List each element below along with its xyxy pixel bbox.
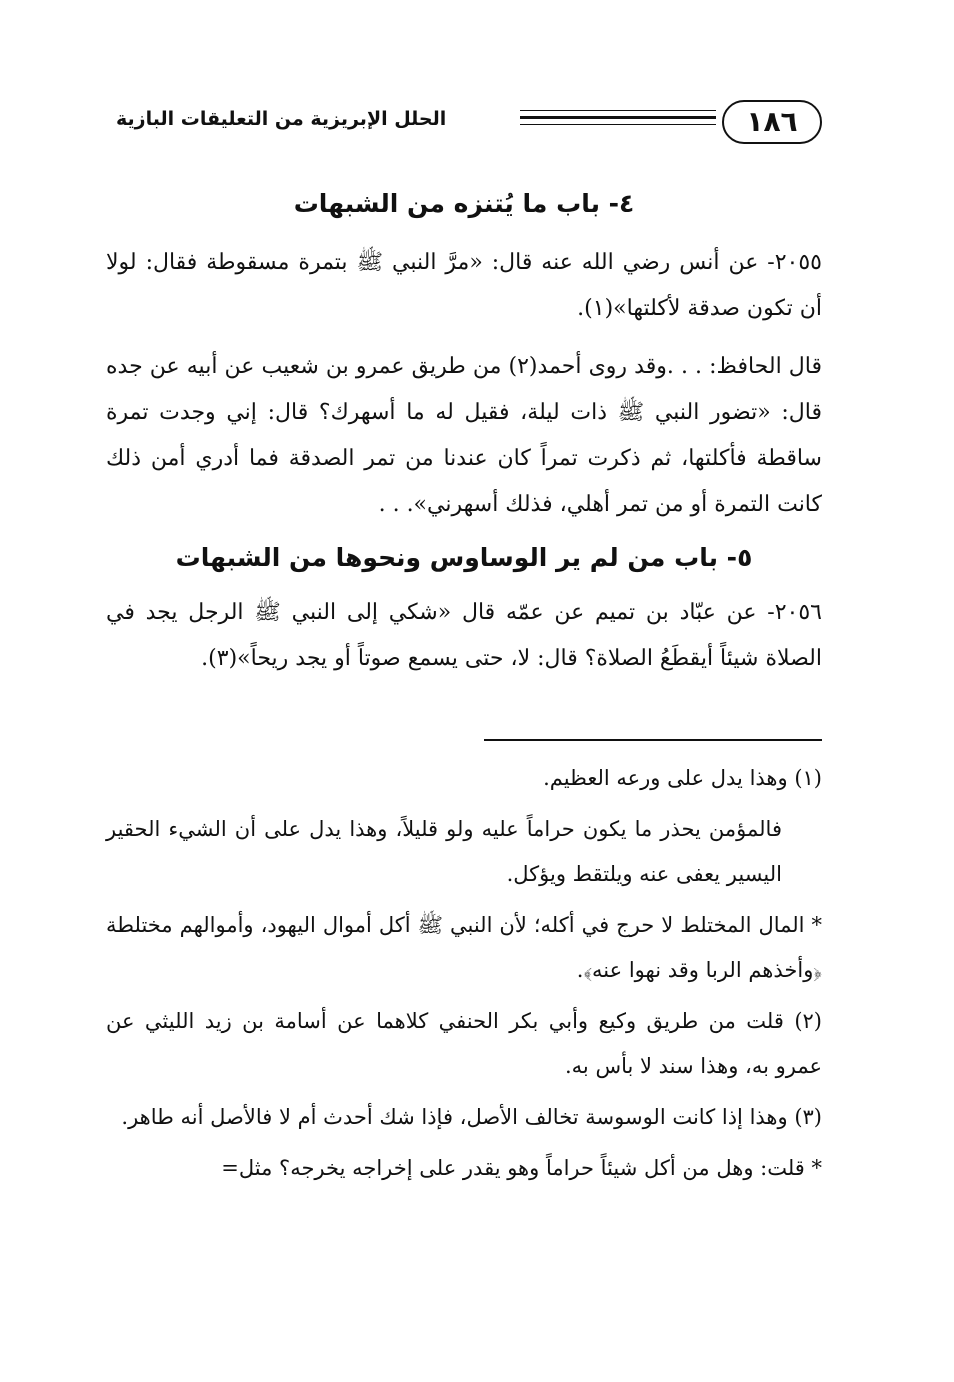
footnote-3: (٣) وهذا إذا كانت الوسوسة تخالف الأصل، فإذا شك أحدث أم لا فالأصل أنه طاهر. bbox=[121, 1105, 822, 1129]
hadith-2055: ٢٠٥٥- عن أنس رضي الله عنه قال: «مرَّ النبي ﷺ بتمرة مسقوطة فقال: لولا أن تكون صدقة لأكلتها»(١). bbox=[106, 250, 822, 321]
footnote-2: (٢) قلت من طريق وكيع وأبي بكر الحنفي كلاهما عن أسامة بن زيد الليثي عن عمرو به، وهذا سند لا بأس به. bbox=[106, 1009, 822, 1078]
book-title: الحلل الإبريزية من التعليقات البازية bbox=[116, 108, 447, 130]
header-rule bbox=[520, 116, 716, 119]
hadith-2056: ٢٠٥٦- عن عبّاد بن تميم عن عمّه قال «شكي إلى النبي ﷺ الرجل يجد في الصلاة شيئاً أيقطَعُ الصلاة؟ قال: لا، حتى يسمع صوتاً أو يجد ريحاً»(٣). bbox=[106, 600, 822, 671]
page-number: ١٨٦ bbox=[722, 100, 822, 144]
footnote-1-note: * المال المختلط لا حرج في أكله؛ لأن النبي ﷺ أكل أموال اليهود، وأموالهم مختلطة ﴿وأخذهم الربا وقد نهوا عنه﴾. bbox=[106, 913, 822, 982]
chapter-5-title: ٥- باب من لم ير الوساوس ونحوها من الشبهات bbox=[175, 543, 753, 572]
footnote-1-continuation: فالمؤمن يحذر ما يكون حراماً عليه ولو قليلاً، وهذا يدل على أن الشيء الحقير اليسير يعفى عنه ويلتقط ويؤكل. bbox=[106, 817, 782, 886]
footnotes bbox=[106, 756, 822, 1191]
footnote-separator bbox=[484, 739, 822, 741]
hafiz-quote: قال الحافظ: . . .وقد روى أحمد(٢) من طريق عمرو بن شعيب عن أبيه عن جده قال: «تضور النبي ﷺ ذات ليلة، فقيل له ما أسهرك؟ قال: إني وجدت تمرة ساقطة فأكلتها، ثم ذكرت تمراً كان عندنا من تمر الصدقة فما أدري أمن ذلك كانت التمرة أو من تمر أهلي، فذلك أسهرني». . . bbox=[106, 354, 822, 517]
chapter-4-title: ٤- باب ما يُتنزه من الشبهات bbox=[293, 189, 635, 218]
footnote-1: (١) وهذا يدل على ورعه العظيم. bbox=[543, 766, 822, 790]
page-header bbox=[108, 96, 828, 148]
header-rule bbox=[520, 124, 716, 125]
footnote-3-note: * قلت: وهل من أكل شيئاً حراماً وهو يقدر على إخراجه يخرجه؟ مثل= bbox=[221, 1156, 822, 1180]
main-text bbox=[106, 178, 822, 682]
header-rule bbox=[520, 110, 716, 111]
